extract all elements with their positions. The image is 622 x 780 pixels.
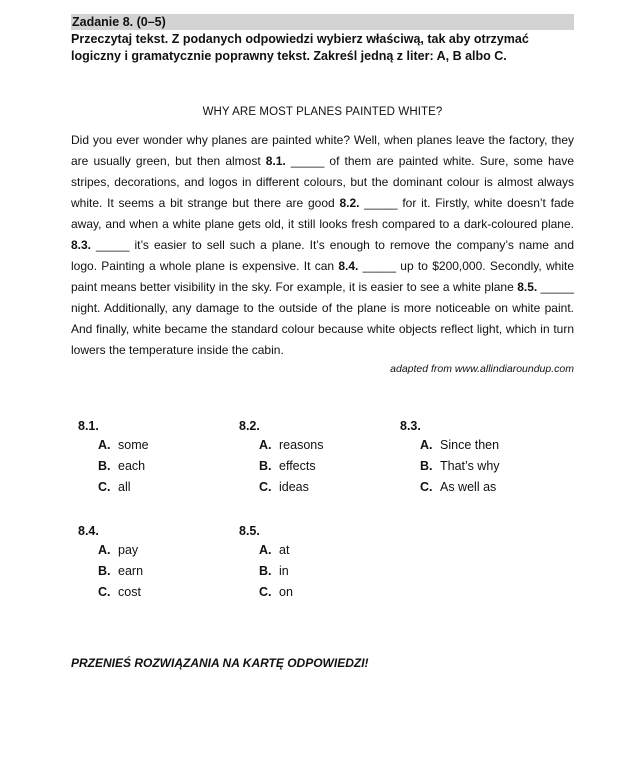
article-source: adapted from www.allindiaroundup.com bbox=[390, 363, 574, 375]
option-text: on bbox=[279, 585, 293, 599]
passage-text: Did you ever wonder why planes are painted white? Well, when planes leave the factory, they are usually green, but then almost bbox=[71, 133, 574, 168]
option-letter: A. bbox=[259, 543, 272, 557]
option-8-5-c[interactable] bbox=[239, 582, 389, 603]
option-letter: C. bbox=[259, 585, 272, 599]
option-text: each bbox=[118, 459, 146, 473]
option-8-1-c[interactable] bbox=[78, 477, 228, 498]
option-8-3-a[interactable] bbox=[400, 435, 550, 456]
option-text: effects bbox=[279, 459, 316, 473]
option-letter: A. bbox=[98, 438, 111, 452]
question-8-5 bbox=[239, 522, 389, 603]
question-8-1 bbox=[78, 417, 228, 498]
question-number: 8.2. bbox=[239, 419, 260, 433]
question-number: 8.4. bbox=[78, 524, 99, 538]
option-letter: B. bbox=[259, 564, 272, 578]
option-8-4-c[interactable] bbox=[78, 582, 228, 603]
option-letter: B. bbox=[98, 459, 111, 473]
option-letter: A. bbox=[420, 438, 433, 452]
task-instruction: Przeczytaj tekst. Z podanych odpowiedzi wybierz właściwą, tak aby otrzymać logiczny i gramatycznie poprawny tekst. Zakreśl jedną z liter: A, B albo C. bbox=[71, 32, 529, 63]
option-text: That’s why bbox=[440, 459, 500, 473]
passage-text: _____ up to $200,000. Secondly, white paint means better visibility in the sky. For example, it is easier to see a white plane bbox=[71, 259, 574, 294]
option-letter: C. bbox=[259, 480, 272, 494]
article-passage bbox=[71, 130, 574, 361]
option-letter: B. bbox=[259, 459, 272, 473]
passage-text: _____ of them are painted white. Sure, some have stripes, decorations, and logos in different colours, but the dominant colour is almost always white. It seems a bit strange but there are good bbox=[71, 154, 575, 210]
option-letter: B. bbox=[98, 564, 111, 578]
option-8-3-b[interactable] bbox=[400, 456, 550, 477]
passage-text: _____ for it. Firstly, white doesn’t fade away, and when a white plane gets old, it still looks fresh compared to a dark-coloured plane. bbox=[71, 196, 574, 231]
option-text: cost bbox=[118, 585, 141, 599]
option-8-4-b[interactable] bbox=[78, 561, 228, 582]
option-8-5-a[interactable] bbox=[239, 540, 389, 561]
exam-page bbox=[71, 14, 574, 375]
option-letter: C. bbox=[98, 585, 111, 599]
option-letter: A. bbox=[98, 543, 111, 557]
option-8-2-a[interactable] bbox=[239, 435, 389, 456]
option-letter: B. bbox=[420, 459, 433, 473]
option-letter: C. bbox=[420, 480, 433, 494]
option-8-4-a[interactable] bbox=[78, 540, 228, 561]
option-text: in bbox=[279, 564, 289, 578]
option-text: ideas bbox=[279, 480, 309, 494]
option-text: all bbox=[118, 480, 131, 494]
option-text: reasons bbox=[279, 438, 324, 452]
option-text: earn bbox=[118, 564, 144, 578]
gap-label-8-5: 8.5. bbox=[517, 280, 538, 294]
gap-label-8-2: 8.2. bbox=[339, 196, 360, 210]
question-number: 8.1. bbox=[78, 419, 99, 433]
option-text: some bbox=[118, 438, 149, 452]
gap-label-8-4: 8.4. bbox=[338, 259, 359, 273]
answer-options bbox=[78, 417, 578, 617]
option-8-2-c[interactable] bbox=[239, 477, 389, 498]
option-8-1-b[interactable] bbox=[78, 456, 228, 477]
option-letter: A. bbox=[259, 438, 272, 452]
option-text: Since then bbox=[440, 438, 500, 452]
question-8-4 bbox=[78, 522, 228, 603]
transfer-answers-note: PRZENIEŚ ROZWIĄZANIA NA KARTĘ ODPOWIEDZI! bbox=[71, 656, 369, 670]
option-text: pay bbox=[118, 543, 139, 557]
option-8-2-b[interactable] bbox=[239, 456, 389, 477]
passage-text: _____ it’s easier to sell such a plane. It’s enough to remove the company’s name and logo. Painting a whole plane is expensive. It can bbox=[71, 238, 574, 273]
task-header: Zadanie 8. (0–5) bbox=[71, 14, 574, 30]
question-number: 8.3. bbox=[400, 419, 421, 433]
option-8-3-c[interactable] bbox=[400, 477, 550, 498]
option-text: at bbox=[279, 543, 290, 557]
question-number: 8.5. bbox=[239, 524, 260, 538]
option-text: As well as bbox=[440, 480, 497, 494]
article-title: WHY ARE MOST PLANES PAINTED WHITE? bbox=[202, 106, 443, 118]
question-8-2 bbox=[239, 417, 389, 498]
passage-text: _____ night. Additionally, any damage to the outside of the plane is more noticeable on white paint. And finally, white became the standard colour because white objects reflect light, which in turn lowers the temperature inside the cabin. bbox=[71, 280, 574, 357]
option-8-5-b[interactable] bbox=[239, 561, 389, 582]
option-letter: C. bbox=[98, 480, 111, 494]
question-8-3 bbox=[400, 417, 550, 498]
option-8-1-a[interactable] bbox=[78, 435, 228, 456]
gap-label-8-1: 8.1. bbox=[265, 154, 286, 168]
gap-label-8-3: 8.3. bbox=[71, 238, 92, 252]
